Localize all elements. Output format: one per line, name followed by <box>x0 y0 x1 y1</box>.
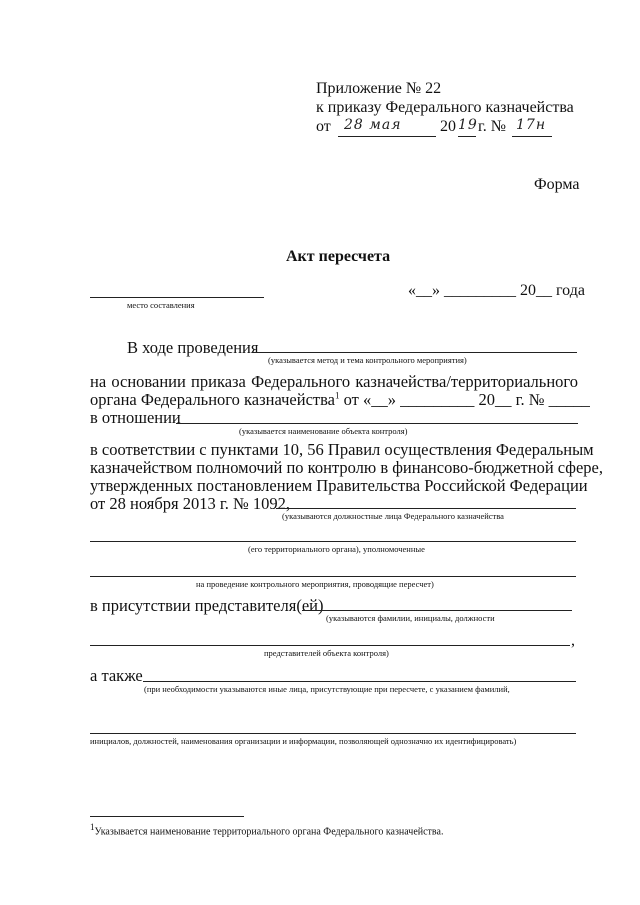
p2-line2: органа Федерального казначейства$^1$ от «__» _________ 20__ г. № _____ <box>90 390 590 409</box>
p5-text: а также <box>90 666 143 685</box>
p4-caption2: представителей объекта контроля) <box>264 648 389 658</box>
p1-text: В ходе проведения <box>127 338 259 357</box>
order-date-label: от <box>316 118 331 135</box>
p3-line4: от 28 ноября 2013 г. № 1092, <box>90 494 290 513</box>
handwritten-year: 19 <box>458 117 478 133</box>
p3-caption1: (указываются должностные лица Федерального казначейства <box>282 511 504 521</box>
p1-caption: (указывается метод и тема контрольного мероприятия) <box>268 355 467 365</box>
p3-caption2: (его территориального органа), уполномоченные <box>248 544 425 554</box>
p3-line3: утвержденных постановлением Правительства Российской Федерации <box>90 476 588 495</box>
p4-text: в присутствии представителя(ей) <box>90 596 324 615</box>
date-line: «__» _________ 20__ года <box>408 282 585 299</box>
order-number-label: г. № <box>478 118 507 135</box>
handwritten-date: 28 мая <box>344 117 402 133</box>
p5-caption1: (при необходимости указываются иные лица, присутствующие при пересчете, с указанием фамилий, <box>144 684 510 694</box>
p3-line2: казначейством полномочий по контролю в финансово-бюджетной сфере, <box>90 458 604 477</box>
p3-line1: в соответствии с пунктами 10, 56 Правил осуществления Федеральным <box>90 440 594 459</box>
p5-caption2: инициалов, должностей, наименования организации и информации, позволяющей однозначно их идентифицировать) <box>90 736 517 746</box>
form-label: Форма <box>534 176 580 193</box>
p2-line3: в отношении <box>90 408 181 427</box>
handwritten-number: 17н <box>516 117 547 133</box>
document-title: Акт пересчета <box>286 248 391 265</box>
footnote: $^1$Указывается наименование территориального органа Федерального казначейства. <box>90 822 444 838</box>
place-caption: место составления <box>127 300 195 310</box>
p3-caption3: на проведение контрольного мероприятия, проводящие пересчет) <box>196 579 434 589</box>
p2-caption: (указывается наименование объекта контроля) <box>239 426 408 436</box>
appendix-number: Приложение № 22 <box>316 80 442 97</box>
order-reference: к приказу Федерального казначейства <box>316 99 574 116</box>
p2-line1: на основании приказа Федерального казначейства/территориального <box>90 372 578 391</box>
p4-caption1: (указываются фамилии, инициалы, должности <box>326 613 495 623</box>
order-year-prefix: 20 <box>440 118 456 135</box>
p4-comma: , <box>571 632 575 649</box>
